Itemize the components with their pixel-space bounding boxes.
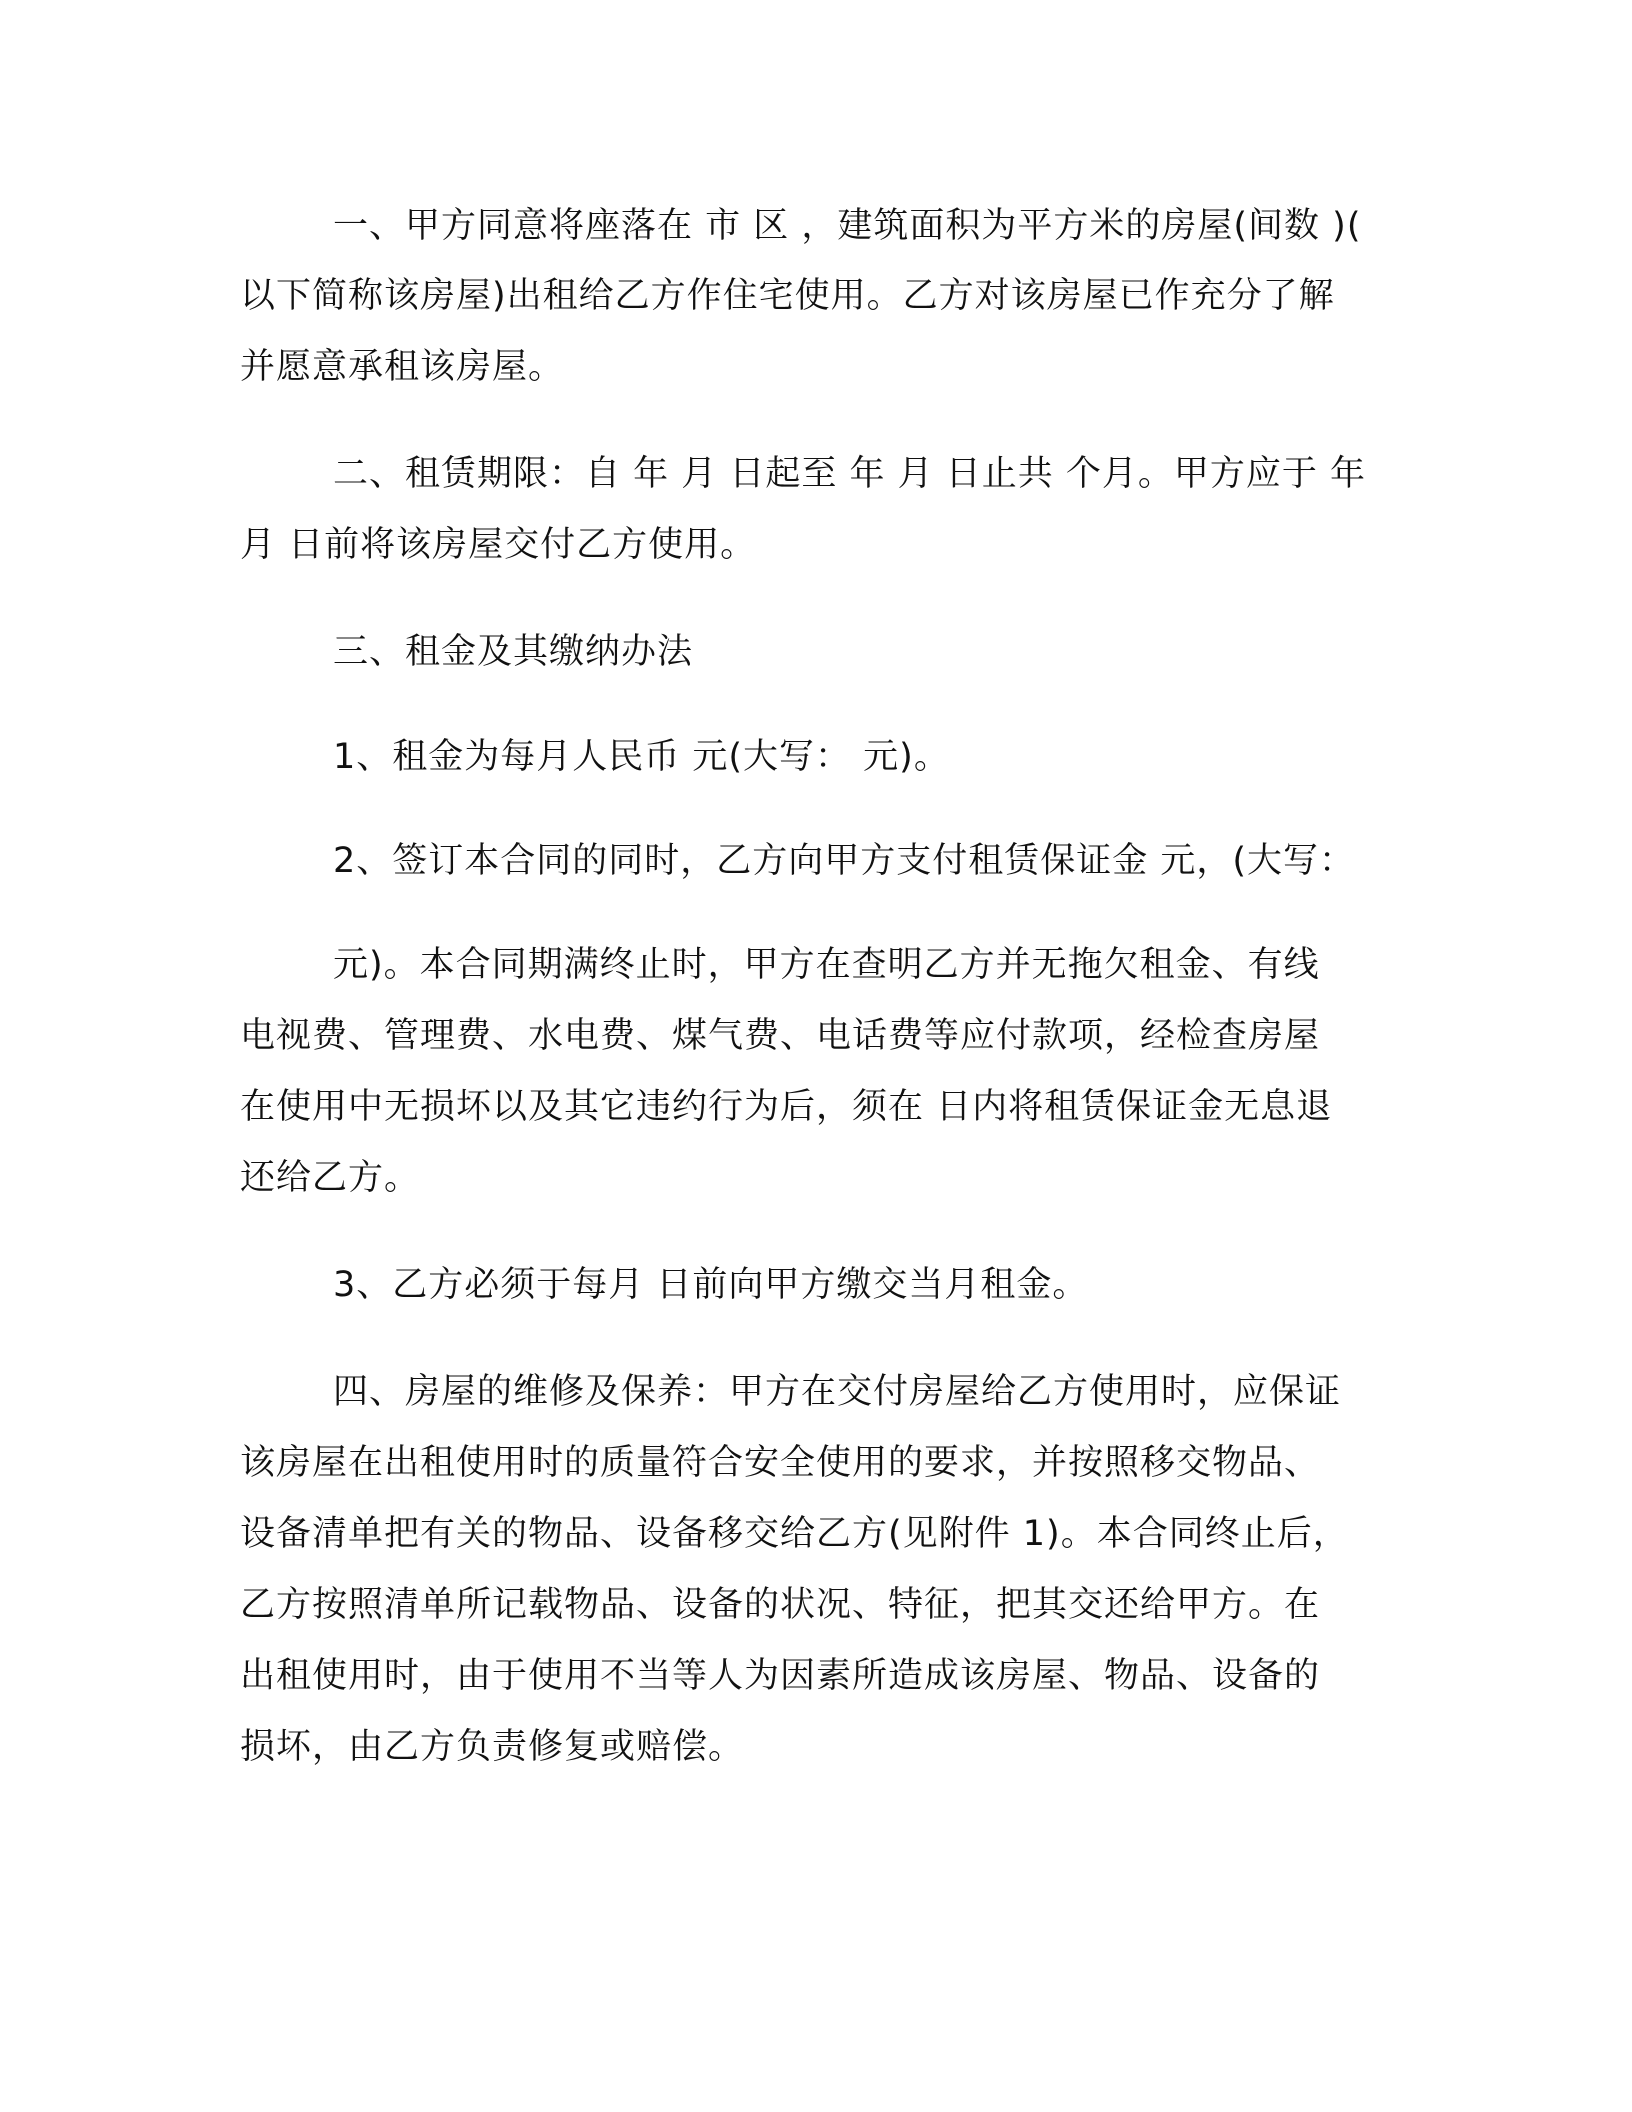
clause-1-line-3: 并愿意承租该房屋。	[240, 347, 565, 387]
rent-item-2-line-2: 元)。本合同期满终止时，甲方在查明乙方并无拖欠租金、有线	[333, 945, 1320, 985]
rent-item-2-line-5: 还给乙方。	[240, 1158, 421, 1198]
rent-item-1: 1、租金为每月人民币 元(大写： 元)。	[333, 737, 950, 777]
rent-item-3: 3、乙方必须于每月 日前向甲方缴交当月租金。	[333, 1265, 1089, 1305]
clause-4-line-1: 四、房屋的维修及保养：甲方在交付房屋给乙方使用时，应保证	[333, 1372, 1342, 1412]
clause-4-line-2: 该房屋在出租使用时的质量符合安全使用的要求，并按照移交物品、	[240, 1443, 1321, 1483]
clause-3-heading: 三、租金及其缴纳办法	[333, 632, 694, 672]
clause-2-line-2: 月 日前将该房屋交付乙方使用。	[240, 525, 757, 565]
clause-2-line-1: 二、租赁期限：自 年 月 日起至 年 月 日止共 个月。甲方应于 年	[333, 454, 1367, 494]
clause-4-line-3: 设备清单把有关的物品、设备移交给乙方(见附件 1)。本合同终止后，	[240, 1514, 1349, 1554]
clause-1-line-2: 以下简称该房屋)出租给乙方作住宅使用。乙方对该房屋已作充分了解	[240, 276, 1335, 316]
rent-item-2-line-1: 2、签订本合同的同时，乙方向甲方支付租赁保证金 元，(大写：	[333, 841, 1356, 881]
rent-item-2-line-4: 在使用中无损坏以及其它违约行为后，须在 日内将租赁保证金无息退	[240, 1087, 1333, 1127]
clause-1-line-1: 一、甲方同意将座落在 市 区 ，建筑面积为平方米的房屋(间数 )(	[333, 206, 1362, 246]
rent-item-2-line-3: 电视费、管理费、水电费、煤气费、电话费等应付款项，经检查房屋	[240, 1016, 1321, 1056]
clause-4-line-4: 乙方按照清单所记载物品、设备的状况、特征，把其交还给甲方。在	[240, 1585, 1321, 1625]
clause-4-line-6: 损坏，由乙方负责修复或赔偿。	[240, 1727, 745, 1767]
clause-4-line-5: 出租使用时，由于使用不当等人为因素所造成该房屋、物品、设备的	[240, 1656, 1321, 1696]
